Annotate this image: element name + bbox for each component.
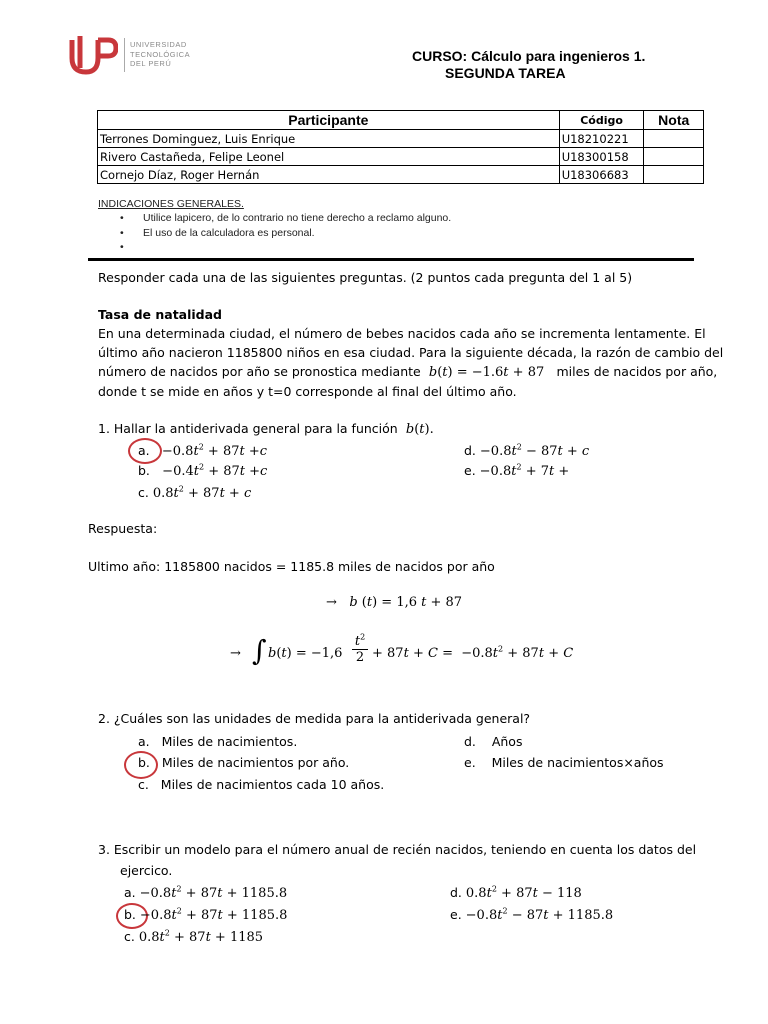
integral-right: + $87t + C = -0.8t^2 + 87t + C$	[372, 644, 574, 661]
table-row	[98, 148, 704, 166]
q2-text-e: Miles de nacimientos×años	[491, 755, 664, 770]
q2-letter-b: b.	[138, 755, 150, 770]
q2-option-a[interactable]	[138, 732, 297, 752]
q3-expr-a: $-0.8t^2 + 87t + 1185.8$	[139, 884, 288, 901]
participant-grade	[644, 148, 704, 166]
q1-letter-c: c.	[138, 485, 149, 500]
participant-code: U18306683	[559, 166, 644, 184]
participant-name: Terrones Dominguez, Luis Enrique	[98, 130, 560, 148]
q1-prompt	[98, 419, 434, 440]
q2-text-d: Años	[491, 734, 523, 749]
indication-bullet: •	[120, 227, 124, 239]
q1-option-b[interactable]	[138, 461, 267, 482]
q1-letter-b: b.	[138, 463, 150, 478]
q2-letter-c: c.	[138, 777, 149, 792]
q2-letter-e: e.	[464, 755, 476, 770]
q3-letter-b: b.	[124, 907, 136, 922]
participant-name: Rivero Castañeda, Felipe Leonel	[98, 148, 560, 166]
q1-prompt-text: 1. Hallar la antiderivada general para la función	[98, 421, 398, 436]
q1-expr-c: $0.8t^2 + 87t + c$	[152, 484, 252, 501]
indication-item: Utilice lapicero, de lo contrario no tiene derecho a reclamo alguno.	[143, 212, 452, 224]
section-line-4: donde t se mide en años y t=0 corresponde al final del último año.	[98, 384, 517, 399]
section-line-1: En una determinada ciudad, el número de bebes nacidos cada año se incrementa lentamente. El	[98, 326, 706, 341]
header-codigo: Código	[559, 111, 644, 130]
participant-code: U18300158	[559, 148, 644, 166]
q3-prompt-1: 3. Escribir un modelo para el número anual de recién nacidos, teniendo en cuenta los datos del	[98, 842, 697, 857]
participant-grade	[644, 130, 704, 148]
eq-integral	[230, 634, 630, 678]
fraction-num: $t^2$	[354, 632, 366, 649]
participant-name: Cornejo Díaz, Roger Hernán	[98, 166, 560, 184]
participants-table	[97, 110, 704, 184]
q3-letter-d: d.	[450, 885, 462, 900]
section-line-3b: miles de nacidos por año,	[556, 364, 718, 379]
q3-option-c[interactable]	[124, 927, 263, 948]
fraction-den: 2	[355, 650, 365, 665]
q1-option-a[interactable]	[138, 441, 267, 462]
participant-code: U18210221	[559, 130, 644, 148]
q3-letter-e: e.	[450, 907, 462, 922]
q2-text-c: Miles de nacimientos cada 10 años.	[160, 777, 385, 792]
indication-item: El uso de la calculadora es personal.	[143, 227, 315, 239]
q2-letter-d: d.	[464, 734, 476, 749]
indication-bullet: •	[120, 212, 124, 224]
section-title: Tasa de natalidad	[98, 307, 222, 322]
fraction	[352, 634, 368, 665]
arrow-icon: →	[326, 595, 337, 610]
logo-line-2: TECNOLÓGICA	[130, 49, 191, 59]
logo-text	[130, 40, 190, 69]
table-row	[98, 166, 704, 184]
q1-letter-e: e.	[464, 463, 476, 478]
q2-text-b: Miles de nacimientos por año.	[161, 755, 350, 770]
section-line-3	[98, 362, 717, 383]
q3-option-d[interactable]	[450, 883, 582, 904]
answer-label: Respuesta:	[88, 521, 158, 536]
logo-line-3: DEL PERÚ	[130, 59, 172, 68]
q3-option-b[interactable]	[124, 905, 287, 926]
answer-line: Ultimo año: 1185800 nacidos = 1185.8 miles de nacidos por año	[88, 559, 495, 574]
indication-bullet: •	[120, 241, 124, 253]
participant-grade	[644, 166, 704, 184]
task-title: SEGUNDA TAREA	[445, 65, 566, 81]
integral-icon: ∫	[252, 634, 267, 667]
q2-prompt: 2. ¿Cuáles son las unidades de medida para la antiderivada general?	[98, 711, 531, 726]
section-line-2: último año nacieron 1185800 niños en esa ciudad. Para la siguiente década, la razón de cambio del	[98, 345, 724, 360]
utp-logo	[68, 34, 208, 78]
q1-function: b(t).	[405, 422, 434, 437]
eq-b-of-t: → b (t) = 1,6 t + 87	[326, 595, 463, 610]
rate-formula: b(t) = −1.6t + 87	[428, 365, 553, 380]
q1-expr-b: $-0.4t^2 + 87t +c$	[153, 462, 268, 479]
q2-option-e[interactable]	[464, 753, 664, 773]
q1-expr-d: $-0.8t^2 - 87t + c$	[479, 442, 590, 459]
header-participante: Participante	[98, 111, 560, 130]
section-line-3a: número de nacidos por año se pronostica mediante	[98, 364, 421, 379]
q2-option-b[interactable]	[138, 753, 349, 773]
table-row	[98, 130, 704, 148]
q3-letter-c: c.	[124, 929, 135, 944]
course-title: CURSO: Cálculo para ingenieros 1.	[412, 48, 646, 64]
integral-left: b(t) = −1,6	[268, 646, 343, 661]
q1-expr-e: $-0.8t^2 + 7t$ +	[479, 462, 570, 479]
q1-option-c[interactable]	[138, 483, 251, 504]
q3-prompt-2: ejercico.	[120, 863, 173, 878]
q3-expr-e: $-0.8t^2 - 87t + 1185.8$	[465, 906, 614, 923]
table-header-row	[98, 111, 704, 130]
q1-letter-d: d.	[464, 443, 476, 458]
q3-expr-b: $-0.8t^2 + 87t + 1185.8$	[139, 906, 288, 923]
section-divider	[88, 258, 694, 261]
q1-letter-a: a.	[138, 443, 150, 458]
q1-option-d[interactable]	[464, 441, 589, 462]
q2-text-a: Miles de nacimientos.	[161, 734, 298, 749]
q3-expr-c: $0.8t^2 + 87t + 1185$	[138, 928, 264, 945]
q3-expr-d: $0.8t^2 + 87t - 118$	[465, 884, 582, 901]
q3-option-a[interactable]	[124, 883, 287, 904]
header-nota: Nota	[644, 111, 704, 130]
logo-divider	[124, 38, 125, 72]
indications-title: INDICACIONES GENERALES.	[98, 198, 244, 210]
logo-line-1: UNIVERSIDAD	[130, 40, 187, 49]
utp-logo-icon	[68, 34, 118, 78]
q2-option-c[interactable]	[138, 775, 384, 795]
q3-option-e[interactable]	[450, 905, 613, 926]
arrow-icon: →	[230, 646, 241, 661]
q1-option-e[interactable]	[464, 461, 569, 482]
q3-letter-a: a.	[124, 885, 136, 900]
q2-letter-a: a.	[138, 734, 150, 749]
instructions: Responder cada una de las siguientes preguntas. (2 puntos cada pregunta del 1 al 5)	[98, 270, 633, 285]
q1-expr-a: $-0.8t^2 + 87t +c$	[153, 442, 268, 459]
q2-option-d[interactable]	[464, 732, 522, 752]
